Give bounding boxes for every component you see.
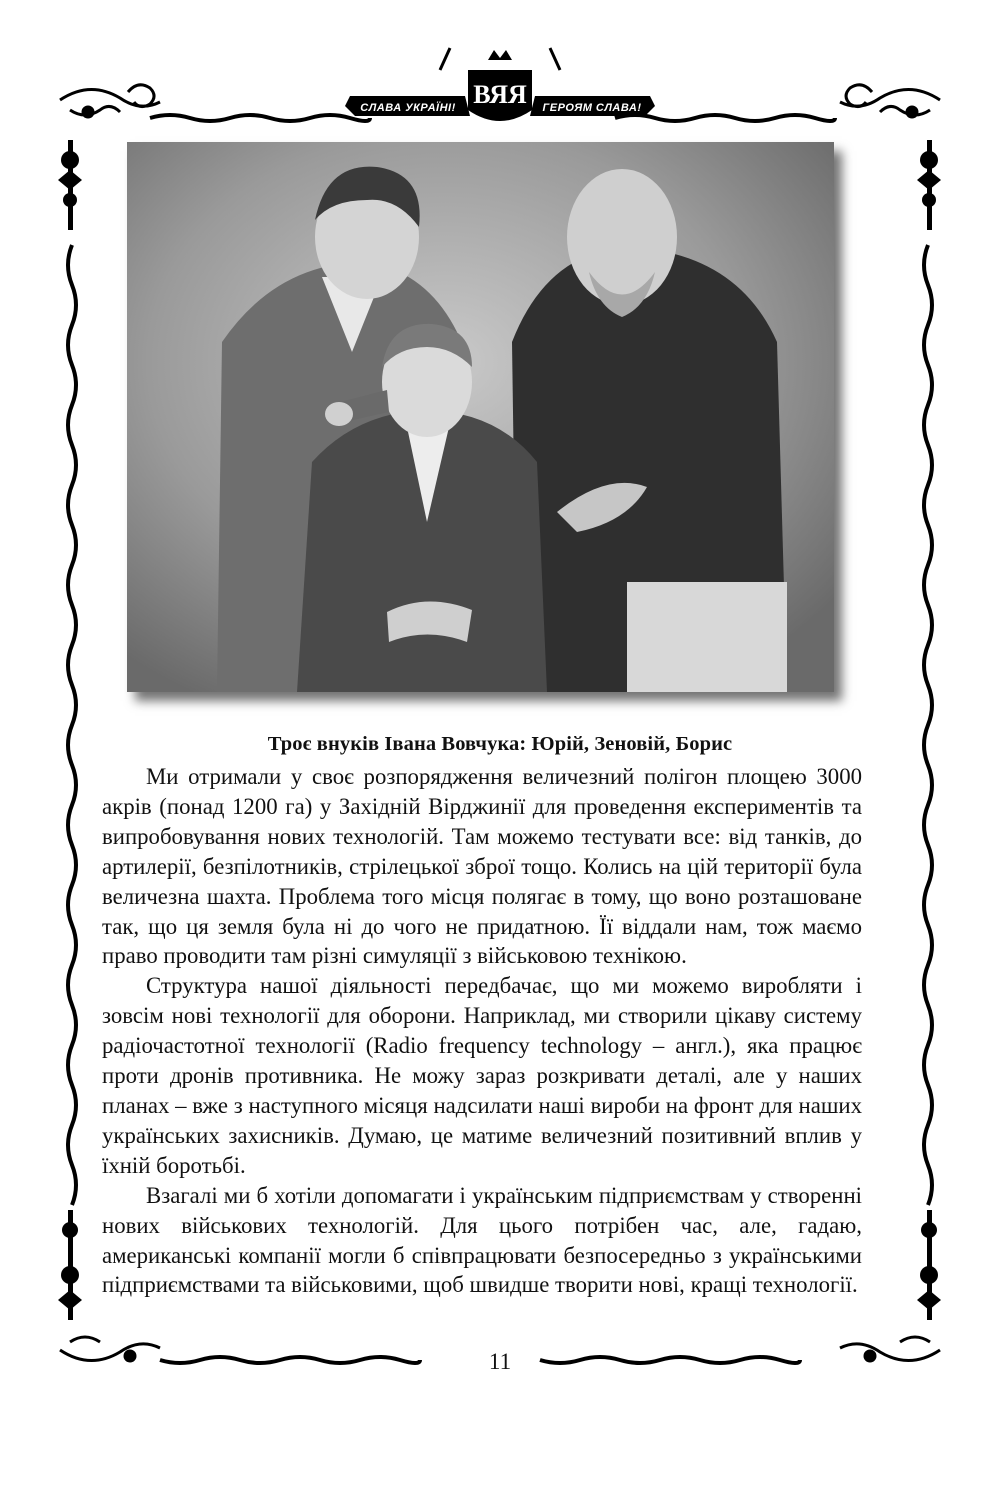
right-side-wavy-line (924, 245, 932, 1205)
bottom-right-corner-flourish (840, 1337, 940, 1361)
header-emblem (345, 48, 655, 121)
photo-three-men (127, 142, 834, 692)
right-side-ornament-top (917, 140, 941, 230)
left-side-ornament-top (58, 140, 82, 230)
page-number: 11 (488, 1349, 512, 1374)
emblem-crown-icon (488, 50, 512, 60)
banner-right-text: ГЕРОЯМ СЛАВА! (542, 102, 642, 114)
bottom-left-corner-flourish (60, 1337, 160, 1361)
top-left-ornament-line (150, 115, 370, 121)
bottom-left-ornament-line (160, 1357, 420, 1363)
left-side-ornament-bottom (58, 1210, 82, 1320)
article-body (102, 762, 862, 1300)
top-left-corner-flourish (60, 85, 160, 117)
emblem-text: ВЯЯ (473, 80, 527, 109)
photo-caption: Троє внуків Івана Вовчука: Юрій, Зеновій, Борис (267, 733, 733, 755)
three-men-portrait-photo-icon (127, 142, 834, 692)
top-right-corner-flourish (840, 85, 940, 117)
right-side-ornament-bottom (917, 1210, 941, 1320)
paragraph-1: Ми отримали у своє розпорядження величезний полігон площею 3000 акрів (понад 1200 га) у Західній Вірджинії для проведення експериментів та випробовування нових технологій. Там можемо тестувати все: від танків, до артилерії, безпілотників, стрілецької зброї тощо. Колись на цій території була величезна шахта. Проблема того місця полягає в тому, що воно розташоване так, що ця земля була ні до чого не придатною. Її віддали нам, тож маємо право проводити там різні симуляції з військовою технікою. (102, 764, 862, 969)
banner-left-text: СЛАВА УКРАЇНІ! (360, 102, 456, 114)
left-side-wavy-line (68, 245, 76, 1205)
paragraph-2: Структура нашої діяльності передбачає, що ми можемо виробляти і зовсім нові технології для оборони. Наприклад, ми створили цікаву систему радіочастотної технології (Radio frequency technology – англ.), яка працює проти дронів противника. Не можу зараз розкривати деталі, але у наших планах – вже з наступного місяця надсилати наші вироби на фронт для наших українських захисників. Думаю, це матиме величезний позитивний вплив у їхній боротьбі. (102, 973, 862, 1178)
paragraph-3: Взагалі ми б хотіли допомагати і українським підприємствам у створенні нових військових технологій. Для цього потрібен час, але, гадаю, американські компанії могли б співпрацювати безпосередньо з українськими підприємствами та військовими, щоб швидше творити нові, кращі технології. (102, 1182, 862, 1298)
top-right-ornament-line (615, 115, 835, 121)
bottom-right-ornament-line (540, 1357, 800, 1363)
